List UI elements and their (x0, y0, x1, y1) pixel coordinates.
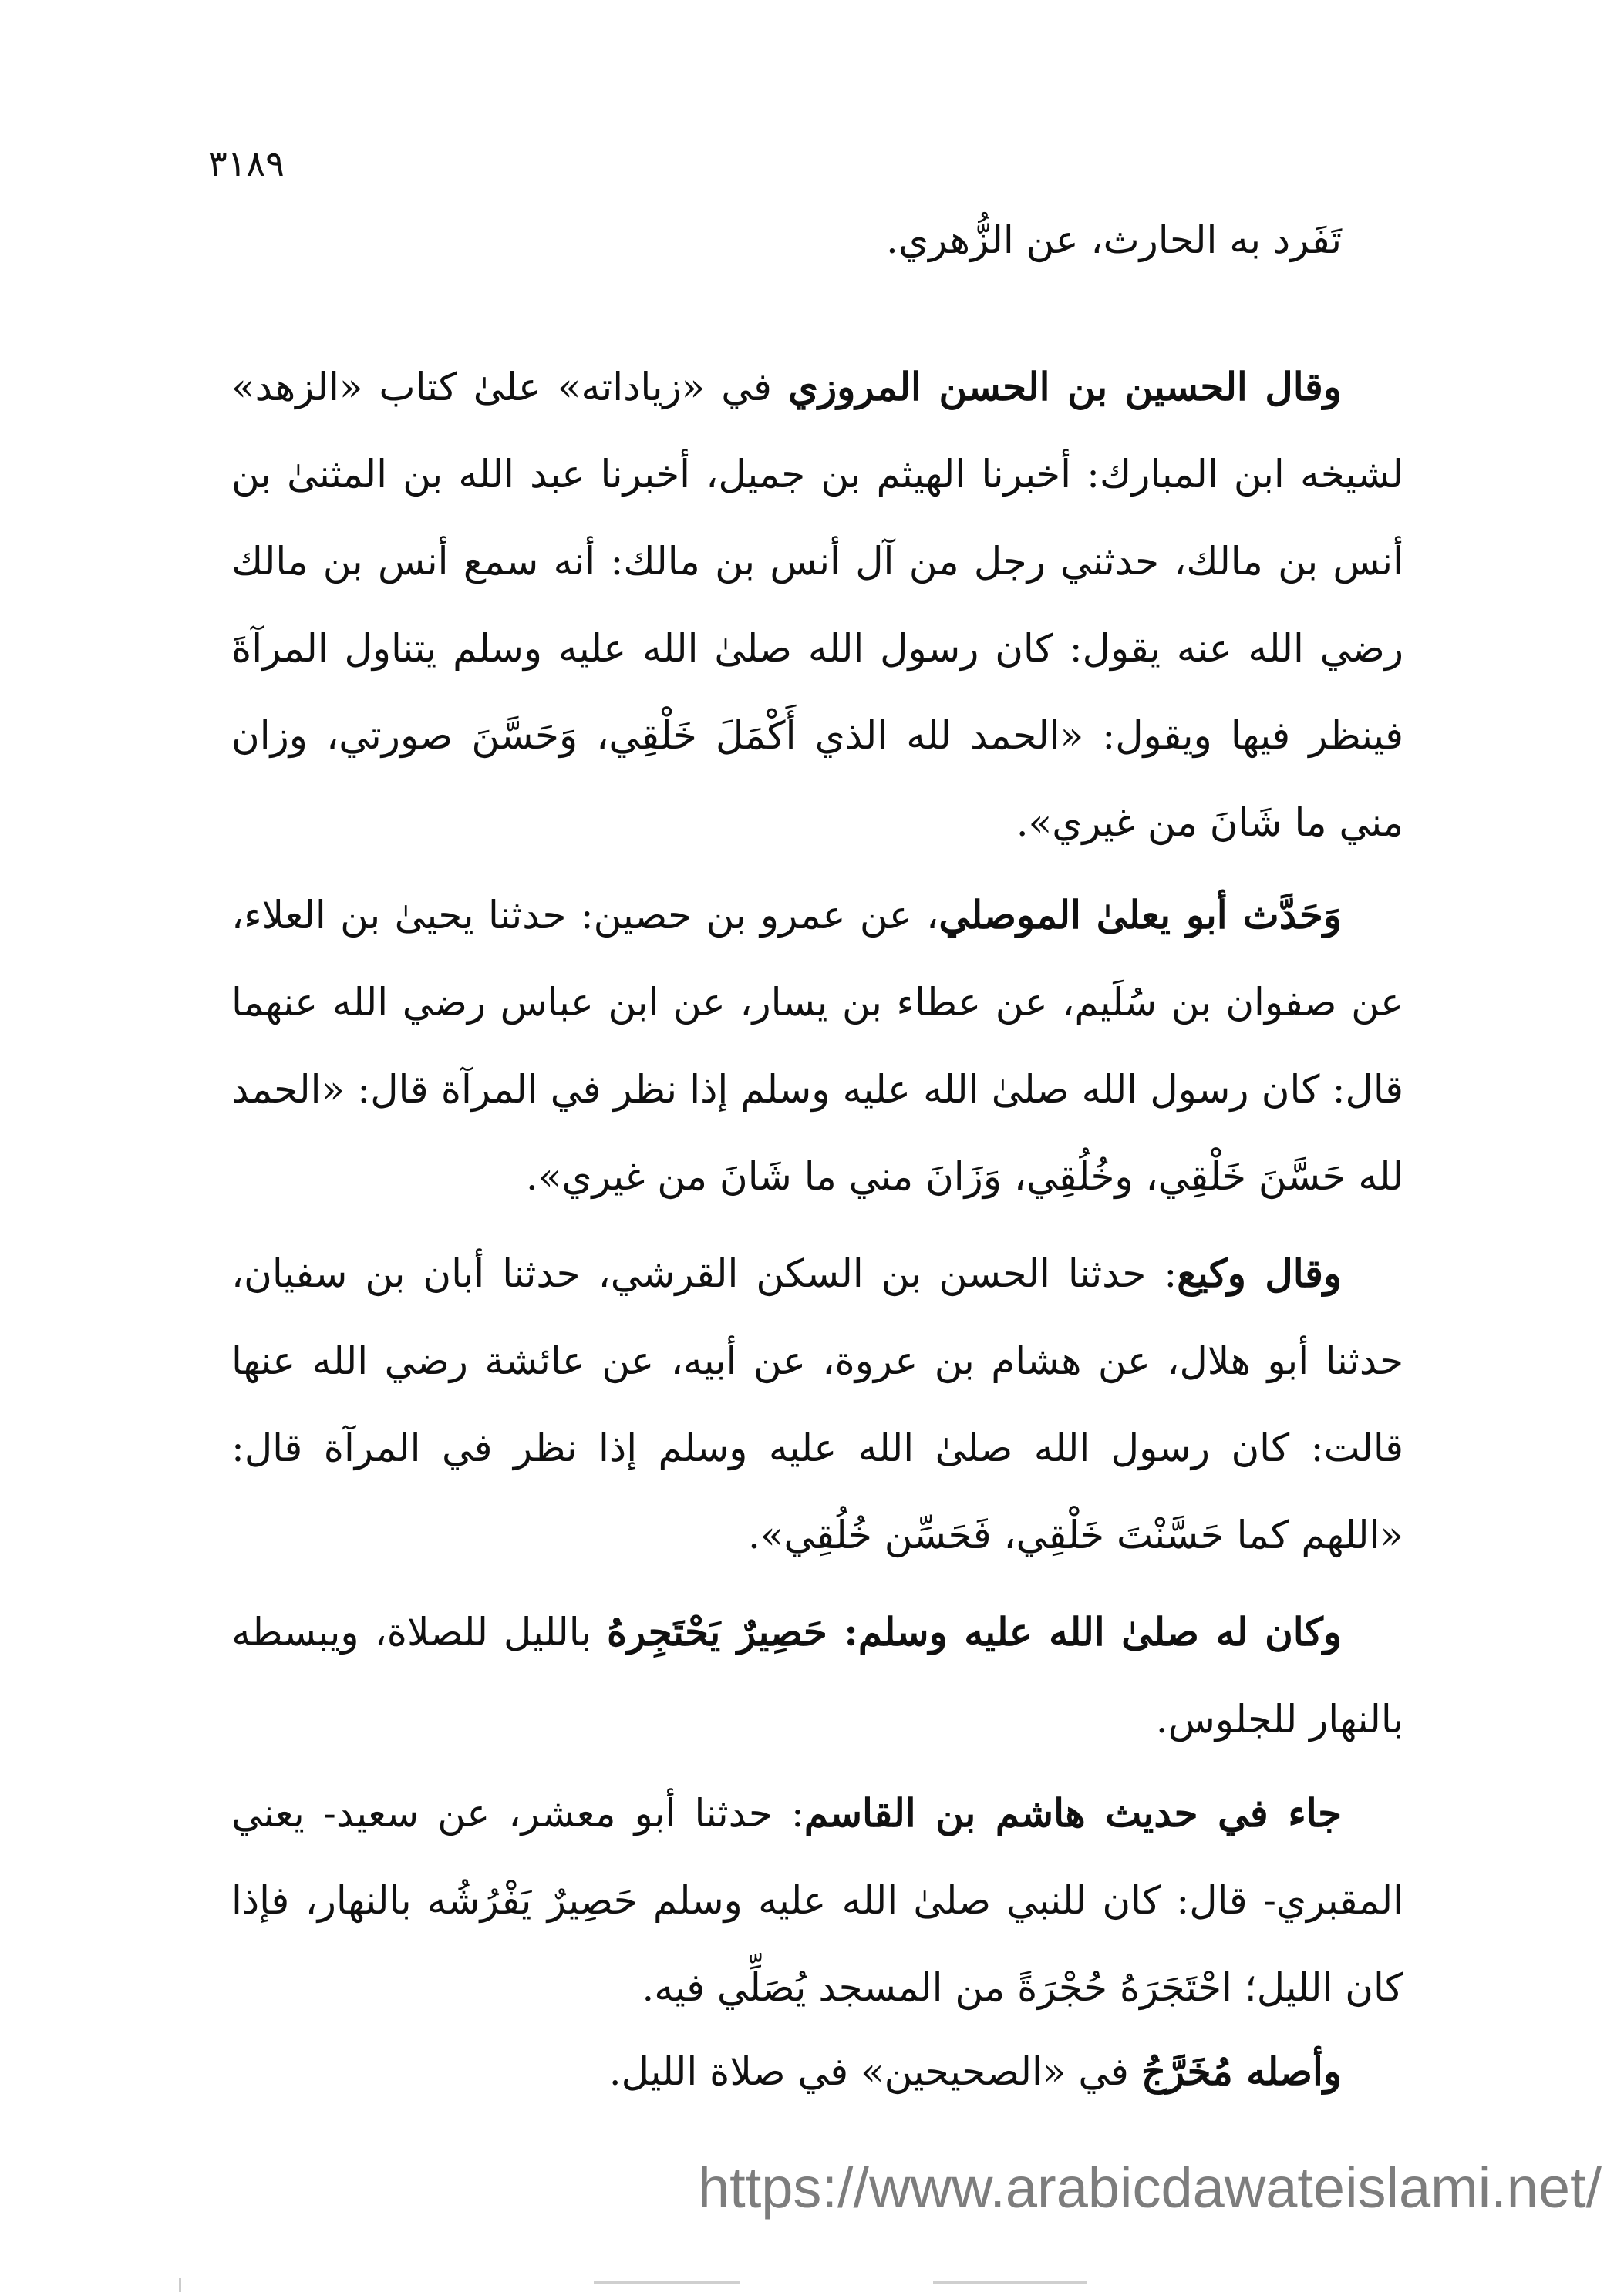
text-block-1 (231, 197, 1403, 284)
text-block-6 (231, 1769, 1403, 2032)
watermark-url: https://www.arabicdawateislami.net/ (698, 2156, 1602, 2220)
paragraph-6 (231, 1769, 1403, 2032)
paragraph-7-lead: وأصله مُخَرَّجُ (1141, 2049, 1342, 2094)
paragraph-3-lead: وَحَدَّث أبو يعلىٰ الموصلي (938, 892, 1342, 938)
paragraph-5 (231, 1588, 1403, 1763)
paragraph-5-lead: وكان له صلىٰ الله عليه وسلم: حَصِيرٌ يَحْتَجِرهُ (606, 1609, 1342, 1655)
paragraph-6-lead: جاء في حديث هاشم بن القاسم (804, 1790, 1342, 1836)
text-block-7 (231, 2028, 1403, 2116)
paragraph-4-lead: وقال وكيع (1177, 1251, 1342, 1296)
paragraph-3 (231, 871, 1403, 1220)
paragraph-4 (231, 1230, 1403, 1579)
text-block-3 (231, 871, 1403, 1220)
paragraph-7-text: في «الصحيحين» في صلاة الليل. (608, 2049, 1141, 2094)
corner-mark (179, 2278, 181, 2292)
paragraph-1-text: تَفَرد به الحارث، عن الزُّهري. (886, 217, 1342, 262)
footer-rule-left (594, 2281, 740, 2284)
paragraph-2-lead: وقال الحسين بن الحسن المروزي (787, 364, 1342, 409)
paragraph-2-text: في «زياداته» علىٰ كتاب «الزهد» لشيخه ابن المبارك: أخبرنا الهيثم بن جميل، أخبرنا عبد الله بن المثنىٰ بن أنس بن مالك، حدثني رجل من آل أنس بن مالك: أنه سمع أنس بن مالك رضي الله عنه يقول: كان رسول الله صلىٰ الله عليه وسلم يتناول المرآةَ فينظر فيها ويقول: «الحمد لله الذي أَكْمَلَ خَلْقِي، وَحَسَّنَ صورتي، وزان مني ما شَانَ من غيري». (231, 365, 1403, 845)
paragraph-5-text: بالليل للصلاة، ويبسطه بالنهار للجلوس. (231, 1610, 1403, 1742)
text-block-2 (231, 343, 1403, 867)
text-block-5 (231, 1588, 1403, 1763)
paragraph-2 (231, 343, 1403, 867)
text-block-4 (231, 1230, 1403, 1579)
paragraph-4-text: : حدثنا الحسن بن السكن القرشي، حدثنا أبان بن سفيان، حدثنا أبو هلال، عن هشام بن عروة، عن أبيه، عن عائشة رضي الله عنها قالت: كان رسول الله صلىٰ الله عليه وسلم إذا نظر في المرآة قال: «اللهم كما حَسَّنْتَ خَلْقِي، فَحَسِّن خُلُقِي». (231, 1251, 1403, 1557)
footer-rule-right (933, 2281, 1087, 2284)
paragraph-6-text: : حدثنا أبو معشر، عن سعيد- يعني المقبري- قال: كان للنبي صلىٰ الله عليه وسلم حَصِيرٌ يَفْرُشُه بالنهار، فإذا كان الليل؛ احْتَجَرَهُ حُجْرَةً من المسجد يُصَلِّي فيه. (231, 1791, 1403, 2010)
page-number: ٣١٨٩ (208, 143, 285, 184)
paragraph-1 (231, 197, 1403, 284)
paragraph-7 (231, 2028, 1403, 2116)
paragraph-3-text: ، عن عمرو بن حصين: حدثنا يحيىٰ بن العلاء، عن صفوان بن سُلَيم، عن عطاء بن يسار، عن ابن عباس رضي الله عنهما قال: كان رسول الله صلىٰ الله عليه وسلم إذا نظر في المرآة قال: «الحمد لله حَسَّنَ خَلْقِي، وخُلُقِي، وَزَانَ مني ما شَانَ من غيري». (231, 893, 1403, 1199)
